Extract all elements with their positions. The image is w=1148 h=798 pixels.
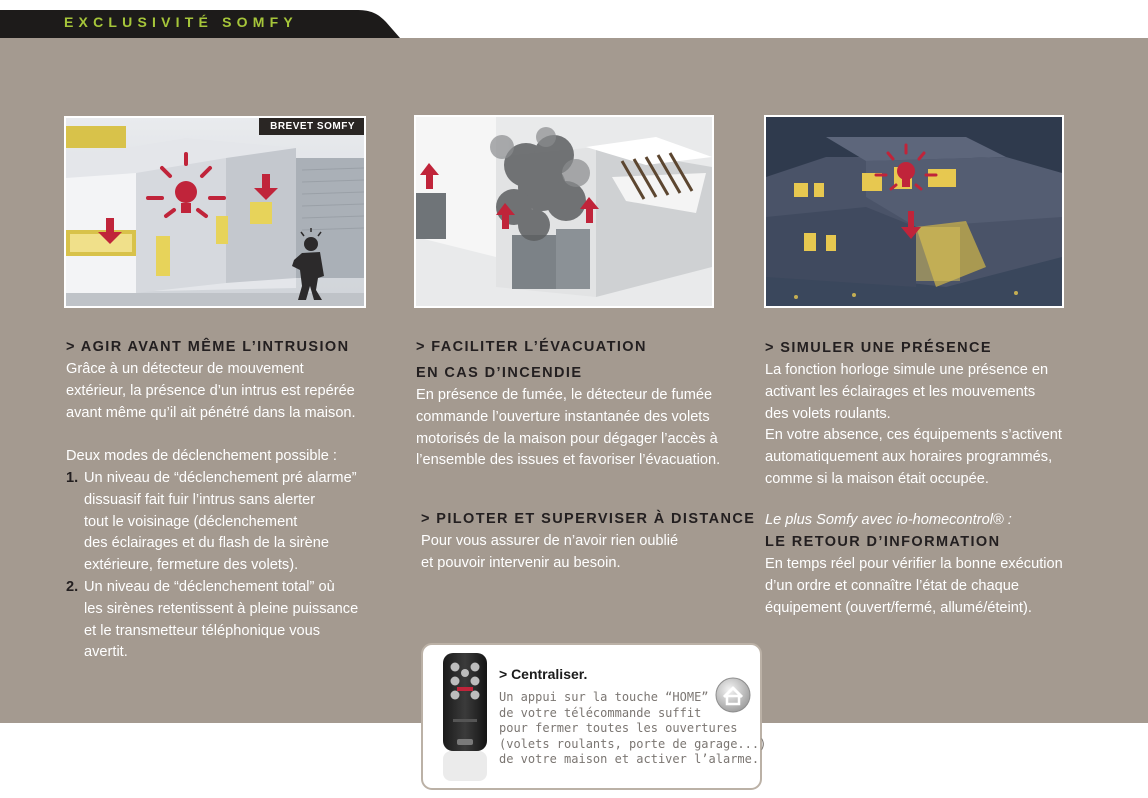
text-line: comme si la maison était occupée. [765, 470, 989, 487]
text-line: tout le voisinage (déclenchement [84, 513, 298, 530]
header-title: EXCLUSIVITÉ SOMFY [64, 14, 298, 30]
text-line: des éclairages et du flash de la sirène [84, 535, 330, 552]
smoke-evacuation-photo [414, 115, 714, 308]
intrusion-paragraph [66, 359, 356, 424]
patent-badge: BREVET SOMFY [259, 118, 364, 135]
text-line: La fonction horloge simule une présence en [765, 362, 1049, 378]
intruder-detection-photo [64, 116, 366, 308]
text-line: les sirènes retentissent à pleine puissance [84, 600, 359, 617]
remote-control-heading: > PILOTER ET SUPERVISER À DISTANCE [421, 511, 756, 527]
mode-item-2 [66, 577, 358, 664]
text-line: extérieur, la présence d’un intrus est repérée [66, 382, 355, 399]
feedback-paragraph [765, 554, 1063, 619]
mode-item-1 [66, 468, 358, 577]
presence-heading: > SIMULER UNE PRÉSENCE [765, 340, 992, 356]
text-line: extérieure, fermeture des volets). [84, 557, 299, 574]
intrusion-heading: > AGIR AVANT MÊME L’INTRUSION [66, 339, 350, 355]
evacuation-heading-line-2: EN CAS D’INCENDIE [416, 365, 583, 381]
card-title: > Centraliser. [499, 666, 588, 682]
mode-number: 1. [66, 470, 79, 486]
text-line: En temps réel pour vérifier la bonne exécution [765, 556, 1063, 572]
text-line: En présence de fumée, le détecteur de fumée [416, 387, 713, 403]
text-line: commande l’ouverture instantanée des volets [416, 408, 710, 425]
text-line: équipement (ouvert/fermé, allumé/éteint). [765, 599, 1032, 616]
home-button-icon [715, 677, 751, 713]
text-line: En votre absence, ces équipements s’activent [765, 427, 1062, 444]
evacuation-paragraph [416, 385, 720, 472]
presence-simulation-photo [764, 115, 1064, 308]
text-line: avertit. [84, 644, 128, 661]
centraliser-card [421, 643, 767, 790]
text-line: l’ensemble des issues et favoriser l’évacuation. [416, 452, 721, 469]
text-line: (volets roulants, porte de garage...) [499, 736, 767, 751]
text-line: et pouvoir intervenir au besoin. [421, 554, 621, 571]
text-line: d’un ordre et connaître l’état de chaque [765, 577, 1019, 594]
text-line: des volets roulants. [765, 405, 891, 422]
modes-intro: Deux modes de déclenchement possible : [66, 448, 337, 464]
text-line: de votre maison et activer l’alarme. [499, 752, 760, 767]
io-homecontrol-note: Le plus Somfy avec io-homecontrol® : [765, 512, 1012, 528]
modes-list [66, 468, 358, 664]
presence-paragraph [765, 360, 1062, 491]
text-line: de votre télécommande suffit [499, 705, 702, 720]
remote-control-icon [437, 649, 493, 785]
text-line: motorisés de la maison pour dégager l’accès à [416, 430, 718, 447]
evacuation-heading-line-1: > FACILITER L’ÉVACUATION [416, 339, 647, 355]
remote-control-paragraph [421, 531, 678, 575]
mode-number: 2. [66, 578, 79, 595]
text-line: Un appui sur la touche “HOME” [499, 690, 709, 704]
text-line: activant les éclairages et les mouvements [765, 383, 1036, 400]
text-line: avant même qu’il ait pénétré dans la maison. [66, 404, 356, 421]
text-line: dissuasif fait fuir l’intrus sans alerter [84, 491, 316, 508]
feedback-heading: LE RETOUR D’INFORMATION [765, 534, 1001, 550]
text-line: Un niveau de “déclenchement total” où [84, 578, 335, 595]
text-line: Un niveau de “déclenchement pré alarme” [84, 470, 357, 486]
text-line: Pour vous assurer de n’avoir rien oublié [421, 533, 679, 549]
text-line: pour fermer toutes les ouvertures [499, 721, 738, 736]
text-line: Grâce à un détecteur de mouvement [66, 361, 304, 377]
text-line: et le transmetteur téléphonique vous [84, 622, 321, 639]
text-line: automatiquement aux horaires programmés, [765, 449, 1053, 466]
header-tab [0, 0, 400, 38]
